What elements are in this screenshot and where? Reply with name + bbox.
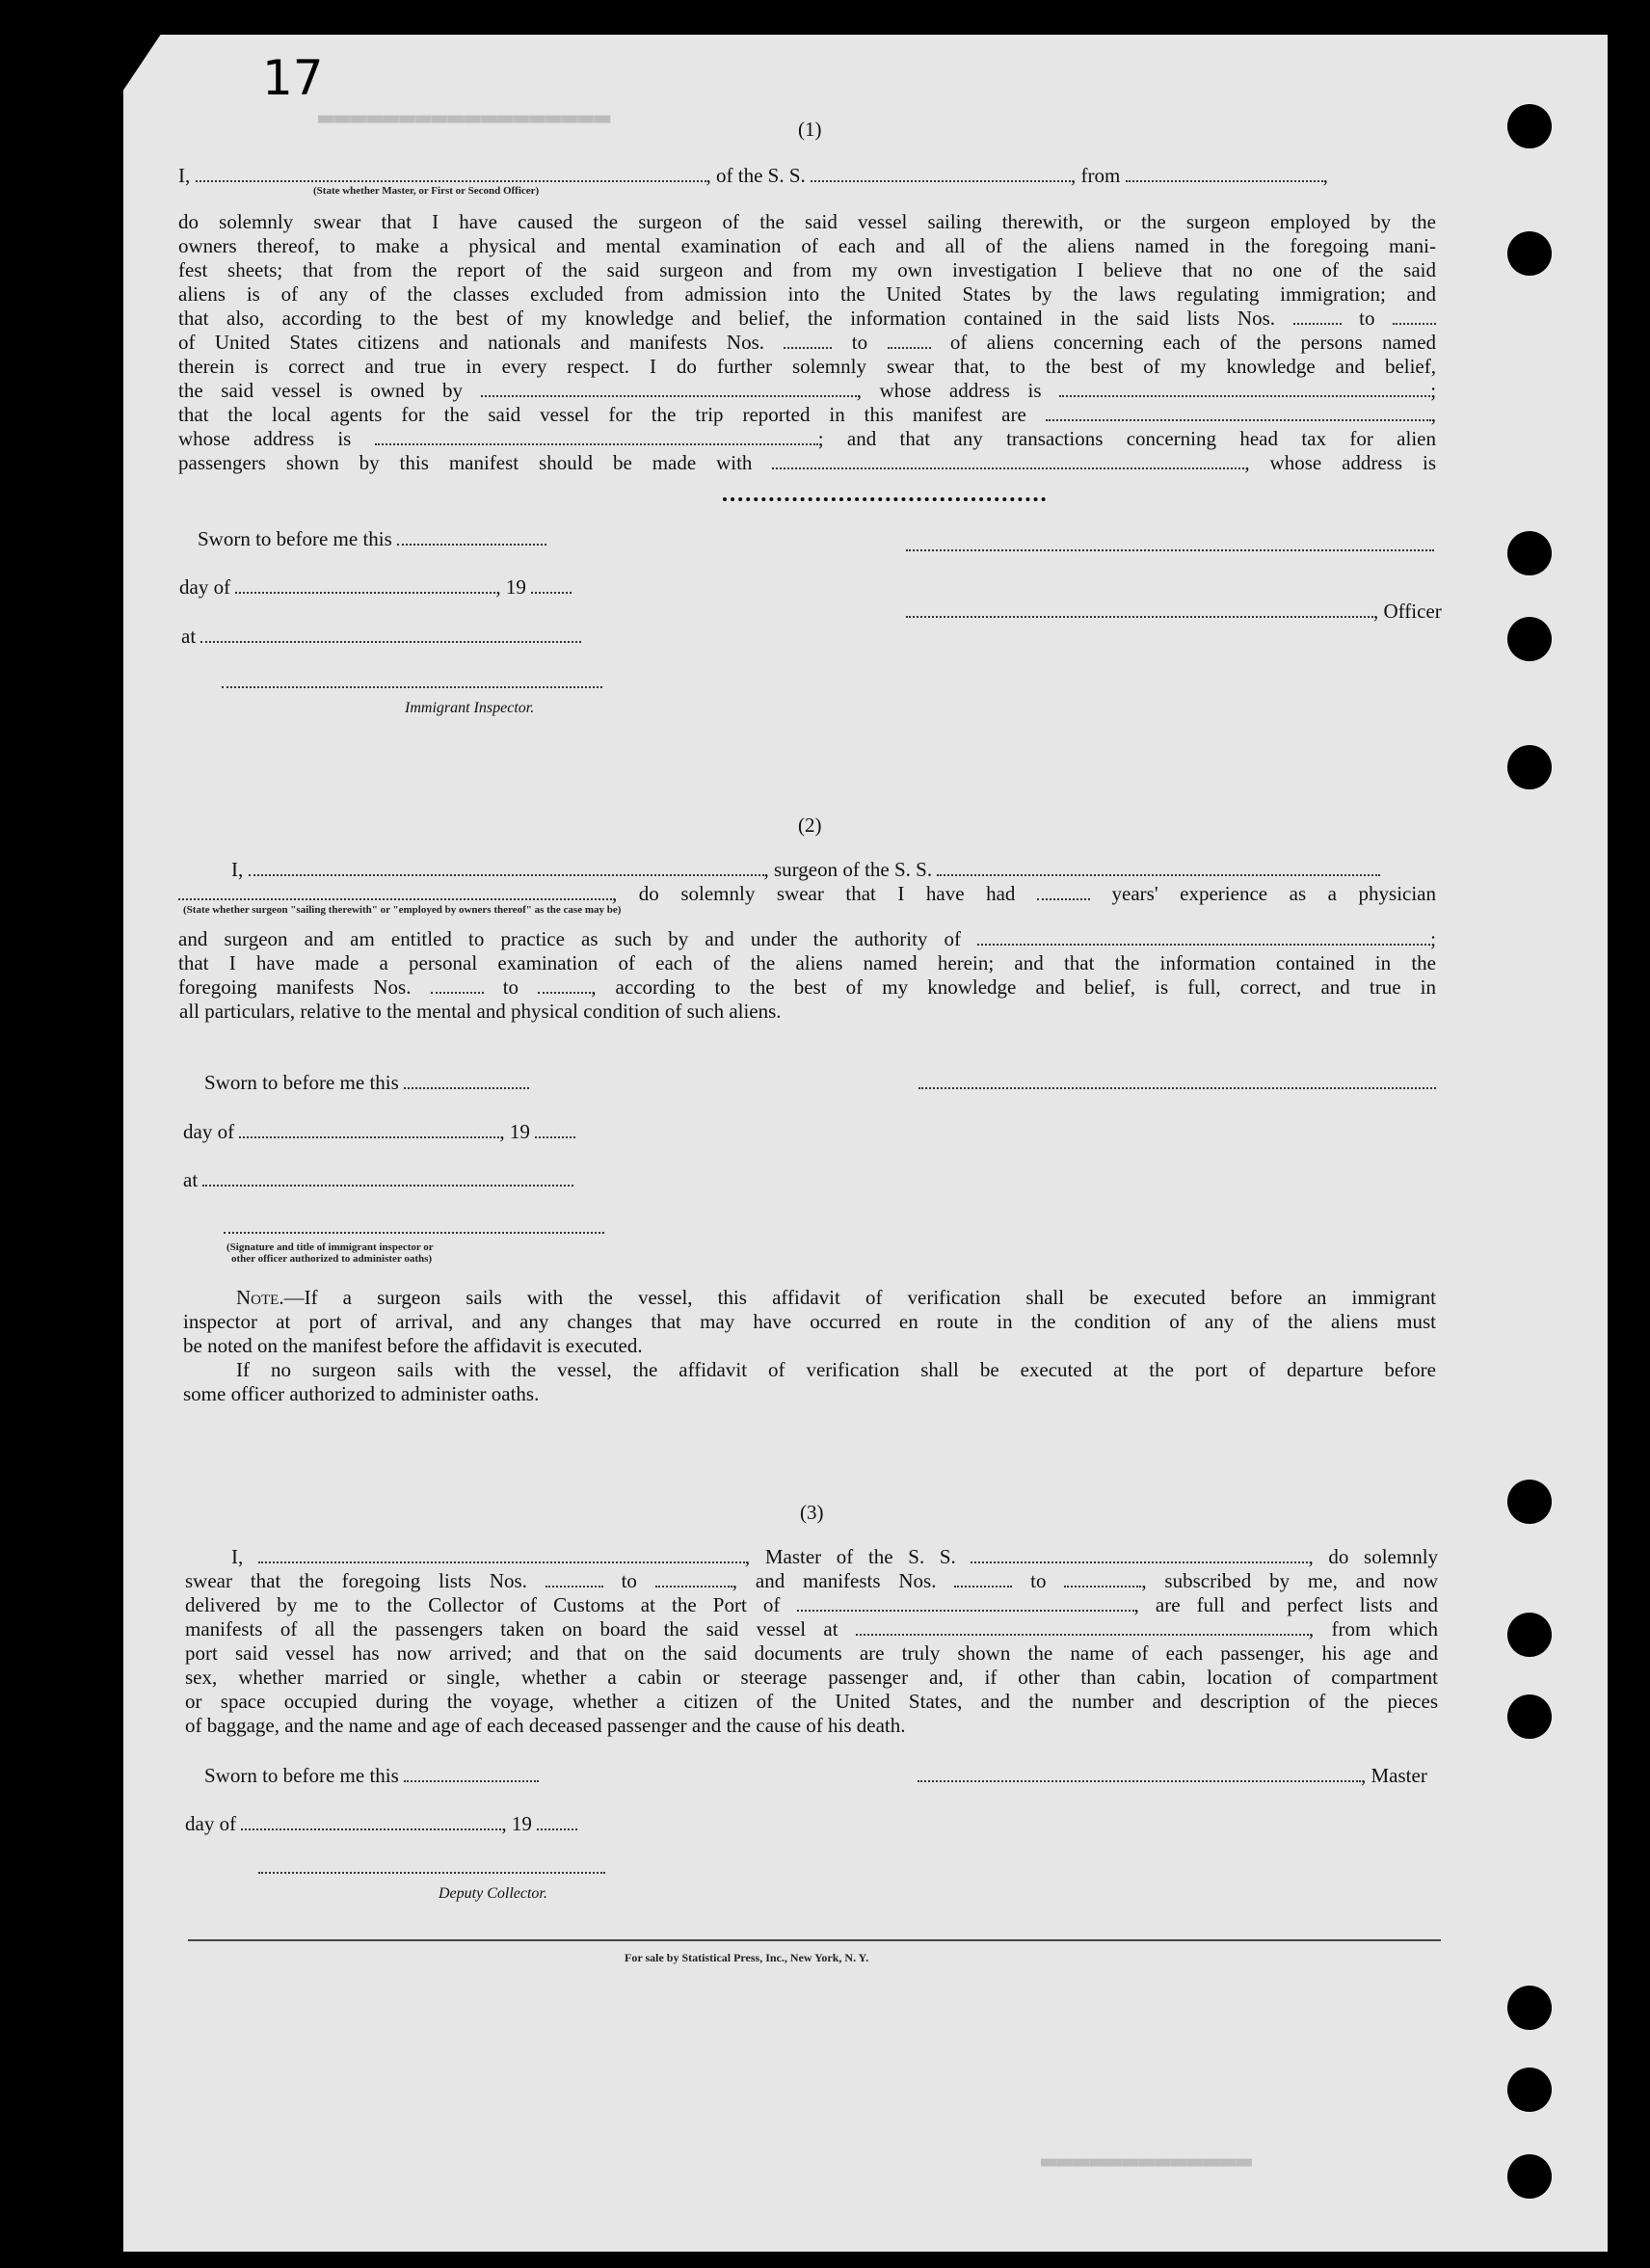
paragraph-line: therein is correct and true in every respect. I do further solemnly swear that, to the best of my knowledge and belief, [178, 355, 1436, 378]
address-blank[interactable] [723, 482, 1046, 501]
handwritten-mark: 17 [262, 50, 324, 106]
lists-to-blank[interactable] [655, 1570, 732, 1588]
bleed-through: ▬▬▬▬▬▬▬▬▬▬▬▬▬ [1041, 2145, 1253, 2176]
bleed-through: ▬▬▬▬▬▬▬▬▬▬▬▬▬▬▬▬▬▬ [318, 101, 611, 133]
authority-blank[interactable] [977, 928, 1430, 946]
paragraph-line: owners thereof, to make a physical and mental examination of each and all of the aliens named in the foregoing mani- [178, 234, 1436, 257]
paragraph-line: whose address is ; and that any transactions concerning head tax for alien [178, 427, 1436, 450]
day-label: day of , 19 [185, 1812, 577, 1836]
signature-note: (Signature and title of immigrant inspector or [226, 1241, 434, 1253]
binder-hole [1507, 1613, 1552, 1657]
binder-hole [1507, 1480, 1552, 1524]
paragraph-line: that I have made a personal examination of each of the aliens named herein; and that the information contained in the [178, 951, 1436, 974]
at-place-blank[interactable] [200, 626, 581, 643]
at-label: at [181, 625, 581, 649]
officer-name-blank[interactable] [196, 165, 706, 182]
signature-note: other officer authorized to administer oaths) [231, 1253, 433, 1265]
officer-line: I, , of the S. S. , from , [178, 164, 1328, 187]
year-blank[interactable] [537, 1813, 577, 1830]
sworn-label: Sworn to before me this [198, 527, 546, 551]
paragraph-line: that also, according to the best of my knowledge and belief, the information contained in the said lists Nos. to [178, 307, 1436, 331]
authority-signature-line[interactable] [224, 1232, 604, 1234]
binder-hole [1507, 231, 1552, 276]
paragraph-line: aliens is of any of the classes excluded from admission into the United States by the laws regulating immigration; and [178, 282, 1436, 306]
note-label: Note. [236, 1286, 284, 1309]
paragraph-line: fest sheets; that from the report of the said surgeon and from my own investigation I believe that no one of the said [178, 258, 1436, 281]
binder-hole [1507, 531, 1552, 575]
paragraph-line: all particulars, relative to the mental and physical condition of such aliens. [179, 1000, 782, 1023]
section-number: (2) [798, 814, 822, 837]
paragraph-line: that the local agents for the said vessel for the trip reported in this manifest are , [178, 403, 1437, 426]
manifests-from-blank[interactable] [784, 332, 832, 349]
at-place-blank[interactable] [202, 1169, 573, 1187]
binder-hole [1507, 2068, 1552, 2112]
owner-address-blank[interactable] [1059, 380, 1430, 397]
year-blank[interactable] [535, 1121, 575, 1138]
officer-signature-blank[interactable] [906, 600, 1373, 618]
paragraph-line: port said vessel has now arrived; and that on the said documents are truly shown the name of each passenger, his age and [185, 1641, 1438, 1665]
paragraph-line: or space occupied during the voyage, whether a citizen of the United States, and the number and description of the pieces [185, 1690, 1438, 1713]
section-number: (1) [798, 118, 822, 141]
paragraph-line: of United States citizens and nationals and manifests Nos. to of aliens concerning each of the persons named [178, 331, 1437, 354]
day-month-blank[interactable] [241, 1813, 501, 1830]
head-tax-blank[interactable] [772, 452, 1244, 469]
paragraph-line: foregoing manifests Nos. to , according to the best of my knowledge and belief, is full, correct, and true in [178, 975, 1436, 999]
day-label: day of , 19 [179, 575, 572, 600]
binder-hole [1507, 1694, 1552, 1739]
paragraph-line: and surgeon and am entitled to practice as such by and under the authority of ; [178, 927, 1437, 950]
paragraph-line: swear that the foregoing lists Nos. to , and manifests Nos. to , subscribed by me, and now [185, 1569, 1438, 1592]
agents-blank[interactable] [1046, 404, 1431, 421]
footer-rule [188, 1939, 1441, 1941]
binder-hole [1507, 617, 1552, 661]
signature-line[interactable] [906, 549, 1434, 551]
master-vessel-blank[interactable] [971, 1546, 1308, 1563]
sworn-date-blank[interactable] [404, 1765, 539, 1782]
agents-address-blank[interactable] [375, 428, 818, 445]
years-blank[interactable] [1037, 883, 1090, 900]
binder-hole [1507, 1986, 1552, 2030]
port-blank[interactable] [797, 1594, 1134, 1612]
day-month-blank[interactable] [239, 1121, 499, 1138]
embark-port-blank[interactable] [856, 1618, 1309, 1636]
surgeon-name-blank[interactable] [249, 859, 764, 876]
surgeon-signature-line[interactable] [918, 1087, 1436, 1089]
paragraph-line: sex, whether married or single, whether a cabin or steerage passenger and, if other than cabin, location of compartment [185, 1666, 1438, 1689]
collector-title: Deputy Collector. [439, 1885, 547, 1902]
sworn-date-blank[interactable] [397, 528, 546, 546]
inspector-signature-line[interactable] [222, 686, 602, 688]
vessel-name-blank[interactable] [811, 165, 1071, 182]
master-label: , Master [918, 1764, 1427, 1788]
note-line: inspector at port of arrival, and any changes that may have occurred en route in the condition of any of the aliens must [183, 1310, 1436, 1333]
surgeon-line: I, , surgeon of the S. S. [231, 858, 1436, 882]
at-label: at [183, 1168, 573, 1192]
lists-from-blank[interactable] [546, 1570, 603, 1588]
manifests-to-blank[interactable] [538, 976, 591, 994]
collector-signature-line[interactable] [258, 1872, 605, 1874]
binder-hole [1507, 745, 1552, 789]
master-signature-blank[interactable] [918, 1765, 1361, 1782]
inspector-title: Immigrant Inspector. [405, 700, 535, 716]
manifests-from-blank[interactable] [431, 976, 484, 994]
paragraph-line: passengers shown by this manifest should be made with , whose address is [178, 451, 1437, 474]
lists-from-blank[interactable] [1293, 307, 1342, 325]
paragraph-line: , do solemnly swear that I have had years' experience as a physician [178, 882, 1436, 906]
owner-blank[interactable] [481, 380, 857, 397]
manifests-from-blank[interactable] [954, 1570, 1012, 1588]
port-from-blank[interactable] [1126, 165, 1323, 182]
officer-note: (State whether Master, or First or Second Officer) [313, 185, 540, 197]
printer-imprint: For sale by Statistical Press, Inc., New York, N. Y. [625, 1951, 869, 1964]
lists-to-blank[interactable] [1393, 307, 1436, 325]
binder-hole [1507, 2154, 1552, 2199]
surgeon-note: (State whether surgeon "sailing therewith" or "employed by owners thereof" as the case may be) [183, 904, 622, 916]
master-name-blank[interactable] [258, 1546, 745, 1563]
year-blank[interactable] [531, 576, 572, 594]
paragraph-line: manifests of all the passengers taken on board the said vessel at , from which [185, 1617, 1438, 1641]
master-line: I, , Master of the S. S. , do solemnly [231, 1545, 1439, 1568]
day-label: day of , 19 [183, 1120, 575, 1144]
surgeon-vessel-blank-2[interactable] [178, 883, 612, 900]
paragraph-line: do solemnly swear that I have caused the surgeon of the said vessel sailing therewith, or the surgeon employed by the [178, 210, 1436, 233]
note-line: be noted on the manifest before the affidavit is executed. [183, 1334, 643, 1357]
day-month-blank[interactable] [235, 576, 495, 594]
paragraph-line: of baggage, and the name and age of each deceased passenger and the cause of his death. [185, 1714, 906, 1737]
note-line: If no surgeon sails with the vessel, the affidavit of verification shall be executed at the port of departure before [236, 1358, 1436, 1381]
officer-label: , Officer [906, 600, 1442, 624]
sworn-label: Sworn to before me this [204, 1764, 539, 1788]
manifests-to-blank[interactable] [888, 332, 931, 349]
surgeon-vessel-blank[interactable] [937, 859, 1380, 876]
sworn-label: Sworn to before me this [204, 1071, 529, 1095]
paragraph-line: the said vessel is owned by , whose address is ; [178, 379, 1437, 402]
note-line: Note.—If a surgeon sails with the vessel, this affidavit of verification shall be executed before an immigrant [236, 1286, 1436, 1309]
manifests-to-blank[interactable] [1064, 1570, 1141, 1588]
paragraph-line: delivered by me to the Collector of Customs at the Port of , are full and perfect lists and [185, 1593, 1438, 1616]
section-number: (3) [800, 1501, 824, 1524]
binder-hole [1507, 104, 1552, 148]
sworn-date-blank[interactable] [404, 1072, 529, 1089]
note-line: some officer authorized to administer oaths. [183, 1382, 540, 1405]
